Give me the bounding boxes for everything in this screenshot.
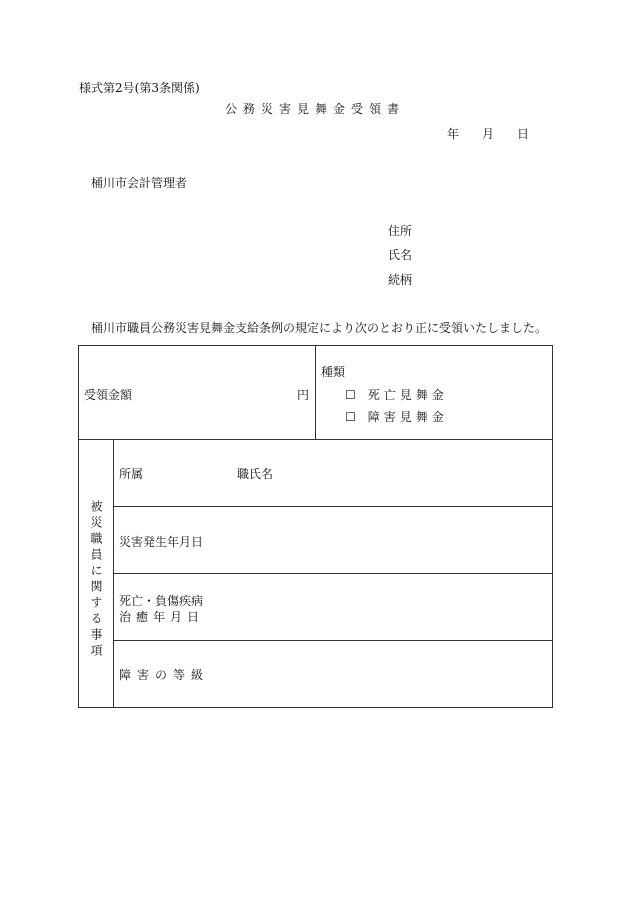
table-divider-4: [113, 640, 553, 641]
staff-name-label: 職氏名: [237, 467, 274, 481]
checkbox-icon[interactable]: ☐: [345, 388, 356, 402]
table-divider-type: [315, 345, 316, 440]
option-disability-label: 障害見舞金: [367, 410, 448, 424]
table-divider-3: [113, 573, 553, 574]
table-divider-side: [113, 439, 114, 708]
victim-section-label: [79, 500, 113, 660]
signatory-name-label: 氏名: [388, 248, 413, 262]
table-border-bottom: [78, 707, 553, 708]
disaster-date-label: 災害発生年月日: [119, 535, 204, 549]
amount-label: 受領金額: [84, 388, 133, 402]
option-disability-allowance[interactable]: [345, 411, 448, 423]
receipt-statement: 桶川市職員公務災害見舞金支給条例の規定により次のとおり正に受領いたしました。: [91, 321, 548, 335]
table-divider-2: [113, 506, 553, 507]
form-number: 様式第2号(第3条関係): [79, 81, 200, 95]
department-label: 所属: [119, 467, 144, 481]
signatory-address-label: 住所: [388, 224, 413, 238]
recovery-date-label: 治癒年月日: [119, 610, 205, 624]
option-death-allowance[interactable]: [345, 389, 448, 401]
date-day: 日: [517, 127, 530, 141]
yen-label: 円: [297, 388, 310, 402]
date-month: 月: [482, 127, 495, 141]
date-year: 年: [447, 127, 460, 141]
checkbox-icon[interactable]: ☐: [345, 410, 356, 424]
option-death-label: 死亡見舞金: [367, 388, 448, 402]
document-title: 公務災害見舞金受領書: [224, 102, 405, 116]
death-injury-label: 死亡・負傷疾病: [119, 594, 204, 608]
table-border-right: [552, 345, 553, 708]
victim-section-text: 被災職員に関する事項: [89, 500, 103, 660]
date-line: [447, 128, 552, 140]
type-label: 種類: [321, 365, 346, 379]
addressee: 桶川市会計管理者: [91, 176, 188, 190]
disability-grade-label: 障害の等級: [119, 668, 210, 682]
signatory-relation-label: 続柄: [388, 273, 413, 287]
